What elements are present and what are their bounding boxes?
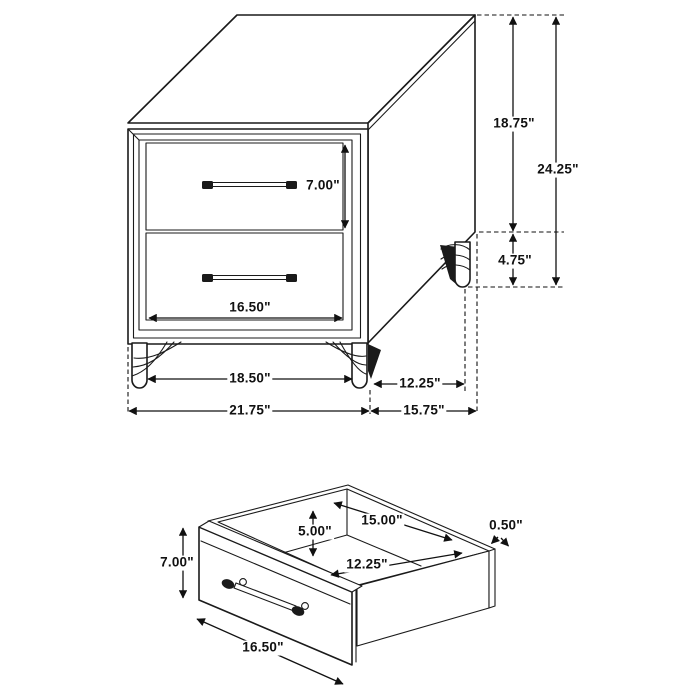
dim-label-drawer-interior-width: 15.00": [361, 512, 403, 528]
dim-label-drawer-front-width: 16.50": [229, 299, 271, 315]
dim-label-drawer-front-height: 7.00": [306, 177, 340, 193]
dim-label-overall-width: 21.75": [229, 402, 271, 418]
dim-label-drawer-width: 16.50": [242, 639, 284, 655]
dim-line-wall-thickness-right: [501, 538, 509, 546]
dim-label-drawer-height: 7.00": [160, 554, 194, 570]
nightstand-body: [128, 15, 475, 344]
dim-label-upper-body-height: 18.75": [493, 115, 535, 131]
dim-line-wall-thickness-left: [492, 537, 499, 544]
nightstand-view: [128, 15, 564, 414]
front-right-leg: [352, 343, 367, 388]
dim-label-overall-depth: 15.75": [403, 402, 445, 418]
front-left-leg: [132, 343, 147, 388]
dim-label-drawer-wall-thickness: 0.50": [489, 517, 523, 533]
dim-label-drawer-interior-depth: 12.25": [346, 556, 388, 572]
drawer-view: [183, 485, 509, 684]
dim-label-leg-height: 4.75": [498, 252, 532, 268]
dim-label-front-leg-spacing: 18.50": [229, 370, 271, 386]
dim-label-drawer-interior-height: 5.00": [298, 523, 332, 539]
dim-label-overall-height: 24.25": [537, 161, 579, 177]
dim-label-side-leg-spacing: 12.25": [399, 375, 441, 391]
